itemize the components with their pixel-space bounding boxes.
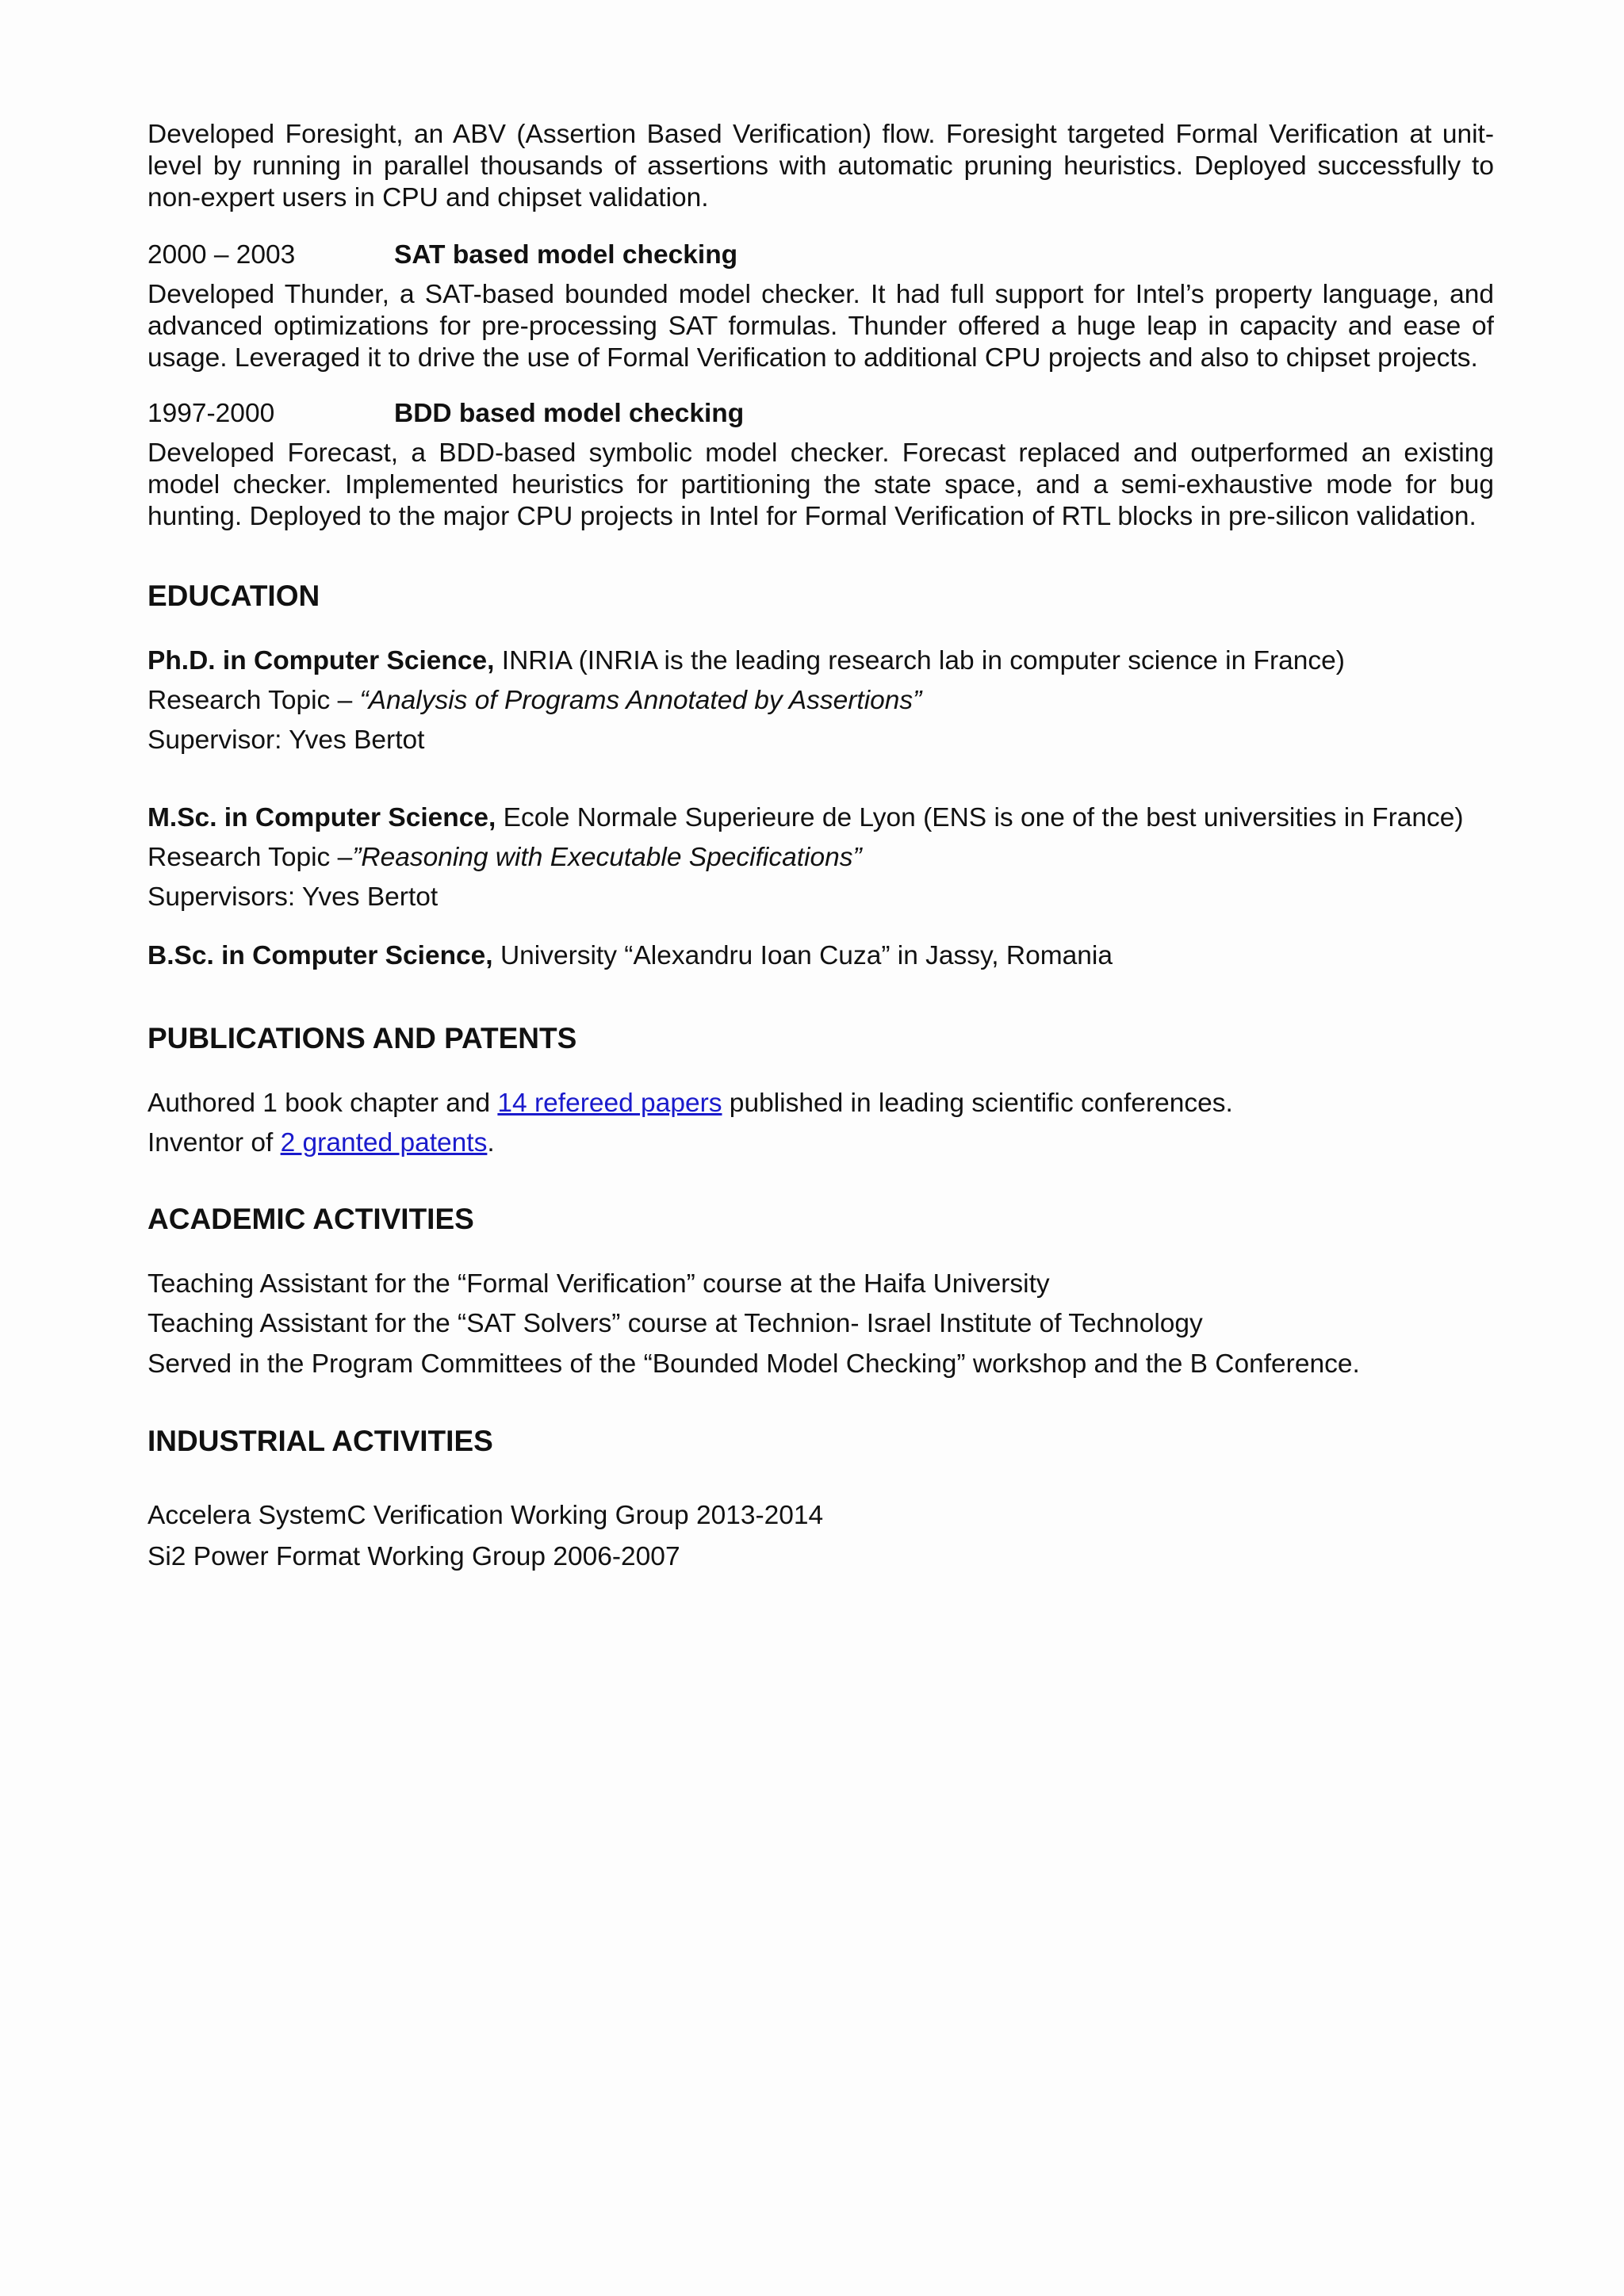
bsc-institution: University “Alexandru Ioan Cuza” in Jassy, Romania bbox=[500, 941, 1113, 970]
academic-item: Teaching Assistant for the “SAT Solvers” course at Technion- Israel Institute of Technology bbox=[147, 1309, 1203, 1338]
job-header-sat bbox=[147, 239, 1494, 271]
industrial-item: Si2 Power Format Working Group 2006-2007 bbox=[147, 1542, 680, 1571]
bsc-degree: B.Sc. in Computer Science, bbox=[147, 941, 493, 970]
industrial-item: Accelera SystemC Verification Working Group 2013-2014 bbox=[147, 1501, 824, 1530]
job-years: 2000 – 2003 bbox=[147, 240, 296, 270]
msc-line bbox=[147, 802, 1494, 834]
phd-supervisor: Supervisor: Yves Bertot bbox=[147, 725, 425, 755]
phd-topic: “Analysis of Programs Annotated by Assertions” bbox=[359, 686, 922, 715]
publications-post: published in leading scientific conferences. bbox=[722, 1089, 1233, 1118]
msc-institution: Ecole Normale Superieure de Lyon (ENS is one of the best universities in France) bbox=[503, 803, 1464, 832]
education-heading: EDUCATION bbox=[147, 580, 320, 612]
job-title: BDD based model checking bbox=[394, 399, 745, 428]
phd-degree: Ph.D. in Computer Science, bbox=[147, 646, 495, 675]
publications-heading: PUBLICATIONS AND PATENTS bbox=[147, 1022, 577, 1054]
msc-supervisor: Supervisors: Yves Bertot bbox=[147, 882, 439, 912]
academic-item: Served in the Program Committees of the “Bounded Model Checking” workshop and the B Conference. bbox=[147, 1349, 1360, 1379]
job-title: SAT based model checking bbox=[394, 240, 738, 270]
publications-line bbox=[147, 1088, 1494, 1119]
industrial-heading: INDUSTRIAL ACTIVITIES bbox=[147, 1425, 493, 1457]
phd-topic-line bbox=[147, 685, 1494, 717]
msc-degree: M.Sc. in Computer Science, bbox=[147, 803, 496, 832]
patents-post: . bbox=[487, 1128, 495, 1158]
patents-line bbox=[147, 1127, 1494, 1159]
job-description-sat: Developed Thunder, a SAT-based bounded model checker. It had full support for Intel’s property language, and advanced optimizations for pre-processing SAT formulas. Thunder offered a huge leap in capacity and ease of usage. Leveraged it to drive the use of Formal Verification to additional CPU projects and also to chipset projects. bbox=[147, 280, 1494, 373]
foresight-paragraph: Developed Foresight, an ABV (Assertion Based Verification) flow. Foresight targeted Formal Verification at unit-level by running in parallel thousands of assertions with automatic pruning heuristics. Deployed successfully to non-expert users in CPU and chipset validation. bbox=[147, 120, 1494, 212]
msc-topic-line bbox=[147, 842, 1494, 874]
job-description-bdd: Developed Forecast, a BDD-based symbolic model checker. Forecast replaced and outperformed an existing model checker. Implemented heuristics for partitioning the state space, and a semi-exhaustive mode for bug hunting. Deployed to the major CPU projects in Intel for Formal Verification of RTL blocks in pre-silicon validation. bbox=[147, 438, 1494, 531]
phd-line bbox=[147, 645, 1494, 677]
bsc-line bbox=[147, 940, 1494, 972]
msc-topic: ”Reasoning with Executable Specifications” bbox=[352, 843, 862, 872]
job-header-bdd bbox=[147, 398, 1494, 430]
academic-item: Teaching Assistant for the “Formal Verification” course at the Haifa University bbox=[147, 1269, 1050, 1299]
refereed-papers-link[interactable]: 14 refereed papers bbox=[497, 1089, 722, 1118]
academic-heading: ACADEMIC ACTIVITIES bbox=[147, 1203, 474, 1235]
granted-patents-link[interactable]: 2 granted patents bbox=[280, 1128, 488, 1158]
phd-institution: INRIA (INRIA is the leading research lab in computer science in France) bbox=[501, 646, 1345, 675]
phd-topic-label: Research Topic – bbox=[147, 686, 360, 715]
patents-pre: Inventor of bbox=[147, 1128, 281, 1158]
msc-topic-label: Research Topic – bbox=[147, 843, 353, 872]
job-years: 1997-2000 bbox=[147, 399, 275, 428]
publications-pre: Authored 1 book chapter and bbox=[147, 1089, 498, 1118]
